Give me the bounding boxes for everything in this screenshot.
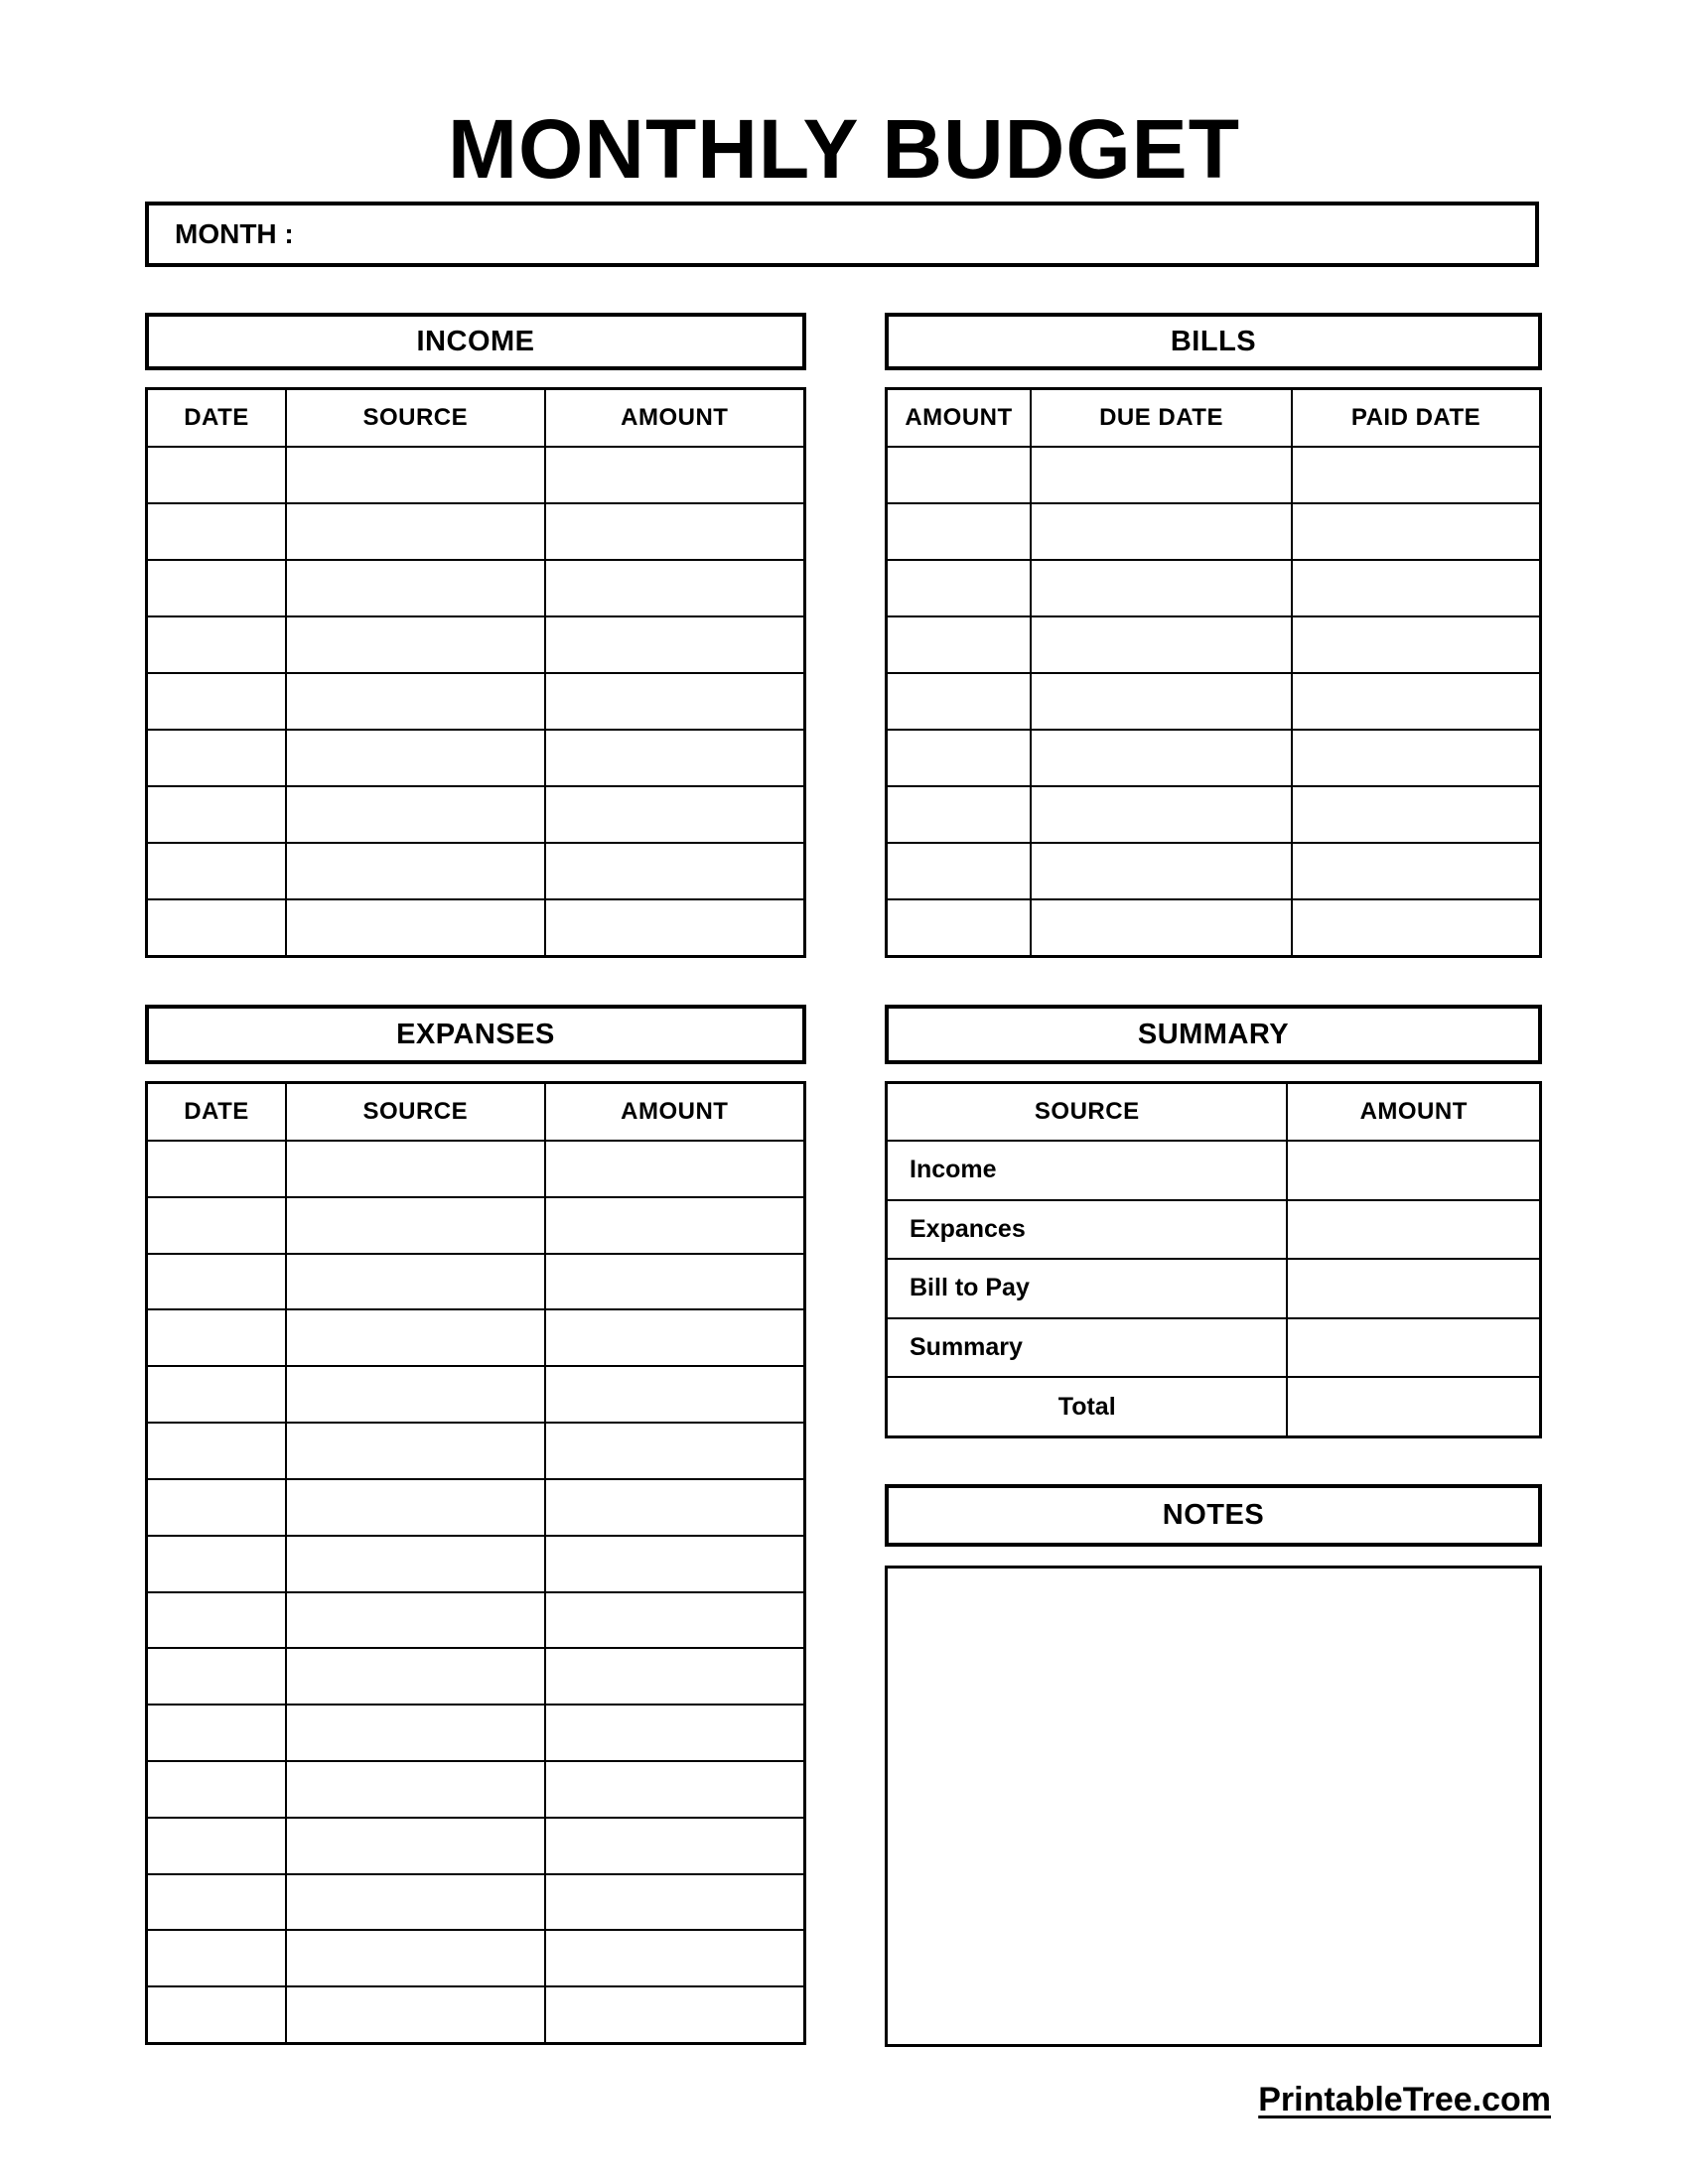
notes-section-title bbox=[885, 1484, 1542, 1547]
empty-cell[interactable] bbox=[148, 1875, 285, 1930]
summary-col-amount: AMOUNT bbox=[1286, 1084, 1539, 1140]
summary-col-source: SOURCE bbox=[1034, 1098, 1140, 1125]
table-row bbox=[148, 1196, 803, 1253]
empty-cell[interactable] bbox=[148, 674, 285, 729]
table-row bbox=[888, 502, 1539, 559]
empty-cell[interactable] bbox=[1291, 787, 1539, 842]
income-col-date: DATE bbox=[184, 404, 249, 431]
empty-cell[interactable] bbox=[544, 674, 803, 729]
empty-cell[interactable] bbox=[544, 504, 803, 559]
income-title-text: INCOME bbox=[416, 325, 535, 357]
expanses-title-text: EXPANSES bbox=[396, 1018, 555, 1050]
empty-cell[interactable] bbox=[285, 1706, 544, 1760]
summary-label-income: Income bbox=[910, 1156, 997, 1184]
empty-cell[interactable] bbox=[544, 561, 803, 615]
month-field bbox=[145, 202, 1539, 267]
empty-cell[interactable] bbox=[544, 1931, 803, 1985]
bills-section-title bbox=[885, 313, 1542, 370]
empty-cell[interactable] bbox=[285, 561, 544, 615]
empty-cell[interactable] bbox=[148, 900, 285, 955]
table-row bbox=[888, 446, 1539, 502]
empty-cell[interactable] bbox=[148, 1480, 285, 1535]
table-row bbox=[148, 1647, 803, 1704]
empty-cell[interactable] bbox=[888, 504, 1030, 559]
empty-cell[interactable] bbox=[285, 1142, 544, 1196]
empty-cell[interactable] bbox=[148, 731, 285, 785]
summary-row-summary bbox=[888, 1317, 1539, 1377]
empty-cell[interactable] bbox=[544, 1537, 803, 1591]
empty-cell[interactable] bbox=[1030, 504, 1291, 559]
empty-cell[interactable] bbox=[888, 844, 1030, 898]
empty-cell[interactable] bbox=[148, 1424, 285, 1478]
summary-label-summary: Summary bbox=[910, 1333, 1023, 1362]
empty-cell[interactable] bbox=[148, 1537, 285, 1591]
empty-cell[interactable] bbox=[148, 448, 285, 502]
empty-cell[interactable] bbox=[544, 1706, 803, 1760]
empty-cell[interactable] bbox=[1030, 900, 1291, 955]
empty-cell[interactable] bbox=[285, 504, 544, 559]
notes-title-text: NOTES bbox=[1162, 1499, 1265, 1531]
empty-cell[interactable] bbox=[1291, 844, 1539, 898]
empty-cell[interactable] bbox=[544, 1367, 803, 1422]
month-input[interactable] bbox=[294, 205, 1535, 263]
table-row bbox=[148, 1535, 803, 1591]
empty-cell[interactable] bbox=[148, 1367, 285, 1422]
bills-col-due-date: DUE DATE bbox=[1030, 390, 1291, 446]
income-section-title bbox=[145, 313, 806, 370]
table-row bbox=[888, 785, 1539, 842]
table-row bbox=[888, 898, 1539, 955]
empty-cell[interactable] bbox=[285, 900, 544, 955]
empty-cell[interactable] bbox=[1291, 900, 1539, 955]
income-table bbox=[145, 387, 806, 958]
table-row bbox=[148, 729, 803, 785]
empty-cell[interactable] bbox=[148, 1706, 285, 1760]
empty-cell[interactable] bbox=[888, 561, 1030, 615]
table-row bbox=[148, 1985, 803, 2042]
summary-row-bill-to-pay bbox=[888, 1258, 1539, 1317]
empty-cell[interactable] bbox=[888, 787, 1030, 842]
empty-cell[interactable] bbox=[544, 1255, 803, 1309]
empty-cell[interactable] bbox=[285, 1480, 544, 1535]
expanses-col-date: DATE bbox=[184, 1098, 249, 1125]
summary-bill-to-pay-amount-cell[interactable] bbox=[1286, 1260, 1539, 1317]
table-row bbox=[148, 1591, 803, 1648]
empty-cell[interactable] bbox=[285, 1931, 544, 1985]
summary-row-expances bbox=[888, 1199, 1539, 1259]
table-row bbox=[888, 672, 1539, 729]
income-header-row bbox=[148, 390, 803, 446]
empty-cell[interactable] bbox=[148, 504, 285, 559]
empty-cell[interactable] bbox=[148, 1649, 285, 1704]
table-row bbox=[888, 559, 1539, 615]
empty-cell[interactable] bbox=[888, 617, 1030, 672]
summary-label-bill-to-pay: Bill to Pay bbox=[910, 1274, 1030, 1302]
table-row bbox=[148, 1873, 803, 1930]
empty-cell[interactable] bbox=[285, 1649, 544, 1704]
summary-section-title bbox=[885, 1005, 1542, 1064]
empty-cell[interactable] bbox=[1030, 844, 1291, 898]
table-row bbox=[148, 1704, 803, 1760]
empty-cell[interactable] bbox=[544, 1142, 803, 1196]
empty-cell[interactable] bbox=[285, 844, 544, 898]
expanses-section-title bbox=[145, 1005, 806, 1064]
empty-cell[interactable] bbox=[148, 1931, 285, 1985]
empty-cell[interactable] bbox=[285, 617, 544, 672]
expanses-table bbox=[145, 1081, 806, 2045]
summary-row-income bbox=[888, 1140, 1539, 1199]
table-row bbox=[148, 842, 803, 898]
bills-col-paid-date: PAID DATE bbox=[1291, 390, 1539, 446]
summary-expances-amount-cell[interactable] bbox=[1286, 1201, 1539, 1259]
table-row bbox=[888, 615, 1539, 672]
empty-cell[interactable] bbox=[888, 731, 1030, 785]
empty-cell[interactable] bbox=[285, 1593, 544, 1648]
empty-cell[interactable] bbox=[148, 1819, 285, 1873]
summary-header-row bbox=[888, 1084, 1539, 1140]
income-col-source: SOURCE bbox=[285, 390, 544, 446]
table-row bbox=[148, 1760, 803, 1817]
summary-row-total bbox=[888, 1376, 1539, 1435]
table-row bbox=[148, 1478, 803, 1535]
empty-cell[interactable] bbox=[544, 787, 803, 842]
empty-cell[interactable] bbox=[1030, 448, 1291, 502]
month-label: MONTH : bbox=[175, 218, 294, 249]
empty-cell[interactable] bbox=[285, 1424, 544, 1478]
table-row bbox=[148, 1253, 803, 1309]
empty-cell[interactable] bbox=[544, 1310, 803, 1365]
empty-cell[interactable] bbox=[544, 1593, 803, 1648]
empty-cell[interactable] bbox=[1030, 561, 1291, 615]
empty-cell[interactable] bbox=[544, 1987, 803, 2042]
table-row bbox=[888, 842, 1539, 898]
summary-title-text: SUMMARY bbox=[1137, 1018, 1290, 1050]
empty-cell[interactable] bbox=[148, 844, 285, 898]
empty-cell[interactable] bbox=[888, 900, 1030, 955]
bills-table bbox=[885, 387, 1542, 958]
empty-cell[interactable] bbox=[285, 1198, 544, 1253]
empty-cell[interactable] bbox=[148, 561, 285, 615]
empty-cell[interactable] bbox=[544, 1649, 803, 1704]
empty-cell[interactable] bbox=[1291, 561, 1539, 615]
empty-cell[interactable] bbox=[285, 1255, 544, 1309]
table-row bbox=[888, 729, 1539, 785]
empty-cell[interactable] bbox=[888, 448, 1030, 502]
empty-cell[interactable] bbox=[285, 1987, 544, 2042]
empty-cell[interactable] bbox=[1030, 731, 1291, 785]
table-row bbox=[148, 1422, 803, 1478]
notes-area[interactable] bbox=[885, 1566, 1542, 2047]
empty-cell[interactable] bbox=[544, 617, 803, 672]
table-row bbox=[148, 559, 803, 615]
table-row bbox=[148, 898, 803, 955]
summary-label-total: Total bbox=[1057, 1392, 1116, 1421]
table-row bbox=[148, 672, 803, 729]
empty-cell[interactable] bbox=[285, 1367, 544, 1422]
table-row bbox=[148, 1929, 803, 1985]
bills-header-row bbox=[888, 390, 1539, 446]
empty-cell[interactable] bbox=[1291, 617, 1539, 672]
empty-cell[interactable] bbox=[544, 1819, 803, 1873]
empty-cell[interactable] bbox=[1291, 674, 1539, 729]
table-row bbox=[148, 446, 803, 502]
summary-income-amount-cell[interactable] bbox=[1286, 1142, 1539, 1199]
empty-cell[interactable] bbox=[285, 448, 544, 502]
empty-cell[interactable] bbox=[1030, 787, 1291, 842]
table-row bbox=[148, 1817, 803, 1873]
empty-cell[interactable] bbox=[1030, 617, 1291, 672]
empty-cell[interactable] bbox=[544, 448, 803, 502]
empty-cell[interactable] bbox=[148, 1310, 285, 1365]
empty-cell[interactable] bbox=[148, 1762, 285, 1817]
empty-cell[interactable] bbox=[148, 1593, 285, 1648]
empty-cell[interactable] bbox=[285, 787, 544, 842]
expanses-col-source: SOURCE bbox=[285, 1084, 544, 1140]
bills-col-amount: AMOUNT bbox=[905, 404, 1013, 431]
empty-cell[interactable] bbox=[148, 1198, 285, 1253]
empty-cell[interactable] bbox=[544, 1762, 803, 1817]
empty-cell[interactable] bbox=[285, 1875, 544, 1930]
empty-cell[interactable] bbox=[285, 674, 544, 729]
empty-cell[interactable] bbox=[148, 617, 285, 672]
expanses-header-row bbox=[148, 1084, 803, 1140]
summary-summary-amount-cell[interactable] bbox=[1286, 1319, 1539, 1377]
income-col-amount: AMOUNT bbox=[544, 390, 803, 446]
empty-cell[interactable] bbox=[285, 1310, 544, 1365]
summary-total-amount-cell[interactable] bbox=[1286, 1378, 1539, 1435]
empty-cell[interactable] bbox=[285, 1762, 544, 1817]
table-row bbox=[148, 1140, 803, 1196]
empty-cell[interactable] bbox=[1291, 504, 1539, 559]
empty-cell[interactable] bbox=[148, 787, 285, 842]
summary-label-expances: Expances bbox=[910, 1214, 1026, 1243]
empty-cell[interactable] bbox=[544, 1480, 803, 1535]
empty-cell[interactable] bbox=[544, 844, 803, 898]
empty-cell[interactable] bbox=[1291, 448, 1539, 502]
empty-cell[interactable] bbox=[285, 1819, 544, 1873]
empty-cell[interactable] bbox=[544, 1875, 803, 1930]
empty-cell[interactable] bbox=[1291, 731, 1539, 785]
table-row bbox=[148, 502, 803, 559]
footer-site-link[interactable]: PrintableTree.com bbox=[1258, 2081, 1551, 2118]
empty-cell[interactable] bbox=[544, 1198, 803, 1253]
empty-cell[interactable] bbox=[148, 1987, 285, 2042]
page-title: MONTHLY BUDGET bbox=[447, 102, 1241, 196]
empty-cell[interactable] bbox=[1030, 674, 1291, 729]
table-row bbox=[148, 615, 803, 672]
empty-cell[interactable] bbox=[544, 731, 803, 785]
empty-cell[interactable] bbox=[148, 1142, 285, 1196]
summary-table bbox=[885, 1081, 1542, 1438]
empty-cell[interactable] bbox=[544, 900, 803, 955]
table-row bbox=[148, 1365, 803, 1422]
empty-cell[interactable] bbox=[148, 1255, 285, 1309]
empty-cell[interactable] bbox=[544, 1424, 803, 1478]
empty-cell[interactable] bbox=[285, 1537, 544, 1591]
empty-cell[interactable] bbox=[285, 731, 544, 785]
bills-title-text: BILLS bbox=[1170, 325, 1257, 357]
table-row bbox=[148, 1308, 803, 1365]
expanses-col-amount: AMOUNT bbox=[544, 1084, 803, 1140]
empty-cell[interactable] bbox=[888, 674, 1030, 729]
table-row bbox=[148, 785, 803, 842]
